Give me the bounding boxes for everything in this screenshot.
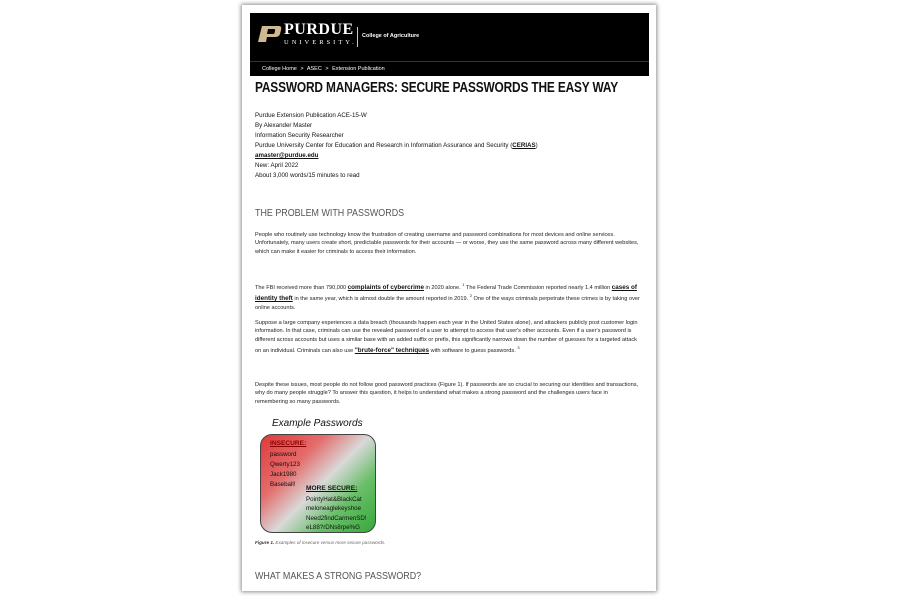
purdue-wordmark[interactable] [284,22,357,47]
org-suffix: ) [535,142,538,149]
footnote-2[interactable]: 2 [469,293,472,299]
logo-divider [357,27,358,47]
p2-text-e: One of the ways criminals perpetrate these crimes is by taking over online accounts. [255,296,640,311]
author-role: Information Security Researcher [255,132,344,139]
author-organization [255,141,538,151]
brute-force-link[interactable]: "brute-force" techniques [354,347,430,355]
section-heading-problem: THE PROBLEM WITH PASSWORDS [255,207,405,219]
p3-text-b: with software to guess passwords. [429,348,518,355]
insecure-heading: INSECURE: [270,440,307,447]
insecure-password: Jack1980 [270,471,297,478]
breadcrumb-college-home[interactable]: College Home [262,66,297,72]
insecure-password: Qwerty123 [270,461,300,468]
section-heading-strong-password: WHAT MAKES A STRONG PASSWORD? [255,570,422,582]
publication-date: New: April 2022 [255,162,299,169]
publication-number: Purdue Extension Publication ACE-15-W [255,112,367,119]
paragraph-2 [255,281,641,312]
paragraph-1: People who routinely use technology know the frustration of creating username and password combinations for most devices and online services. Unfortunately, many users create short, predictable passwords for their accounts — or worse, they use the same password across many different websites, which can make it easier for criminals to access their information. [255,232,639,255]
footnote-3[interactable]: 3 [517,345,520,351]
p2-text-d: in the same year, which is almost double the amount reported in 2019. [292,296,470,303]
insecure-password: password [270,451,297,458]
secure-heading: MORE SECURE: [306,485,358,492]
document-page [242,5,656,591]
purdue-p-logo-icon[interactable] [256,24,282,44]
site-header [250,13,649,61]
breadcrumb-extension-publication[interactable]: Extension Publication [332,66,385,72]
figure-caption [255,540,385,545]
footnote-1[interactable]: 1 [462,282,465,287]
identity-theft-link[interactable]: cases of identity theft [255,283,637,303]
author: By Alexander Master [255,122,313,129]
college-name[interactable]: College of Agriculture [362,33,420,39]
breadcrumb-bar [250,61,649,76]
secure-password: eL88?rDNs8rpe%G [306,523,360,531]
author-email-link[interactable]: amaster@purdue.edu [255,152,319,159]
reading-length: About 3,000 words/15 minutes to read [255,172,360,179]
paragraph-3 [255,319,641,355]
page-title: PASSWORD MANAGERS: SECURE PASSWORDS THE EASY WAY [255,80,618,96]
example-passwords-figure [260,434,376,533]
secure-password: Need2findCarmenSD! [306,514,367,522]
p3-text-a: Suppose a large company experiences a data breach (thousands happen each year in the United States alone), and attackers publicly post customer login information. In that case, criminals can use the revealed password of a user to attempt to access that user's other accounts. Even if a user's password is different across accounts but uses a similar base with an added suffix or prefix, this significantly narrows down the number of guesses for a targeted attack on an individual. Criminals can also use [255,320,638,355]
caption-label: Figure 1. [255,540,275,545]
cybercrime-complaints-link[interactable]: complaints of cybercrime [347,283,424,291]
caption-text: Examples of insecure versus more secure passwords. [274,540,386,545]
p2-text-a: The FBI received more than 790,000 [255,284,348,291]
secure-password-list [306,495,367,532]
p2-text-c: The Federal Trade Commission reported nearly 1.4 million [464,284,612,291]
p2-text-b: in 2020 alone. [423,284,463,291]
insecure-password: Baseball! [270,481,296,488]
breadcrumb-separator: > [325,66,329,72]
figure-title: Example Passwords [272,418,363,429]
publication-meta [255,111,538,181]
breadcrumb-separator: > [300,66,304,72]
logo-sub-text: UNIVERSITY. [284,39,357,46]
secure-password: PointyHat&BlackCat [306,496,362,503]
insecure-password-list [270,450,300,490]
secure-password: meloneaglekeyshoe [306,505,362,513]
logo-main-text: PURDUE [284,21,354,38]
breadcrumb [262,65,387,73]
cerias-link[interactable]: CERIAS [512,142,536,149]
org-prefix: Purdue University Center for Education and Research in Information Assurance and Security ( [255,142,513,149]
breadcrumb-asec[interactable]: ASEC [306,66,322,72]
paragraph-4: Despite these issues, most people do not follow good password practices (Figure 1). If passwords are so crucial to securing our identities and transactions, why do many people struggle? To answer this question, it helps to understand what makes a strong password and the challenges users face in remembering so many passwords. [255,382,639,405]
